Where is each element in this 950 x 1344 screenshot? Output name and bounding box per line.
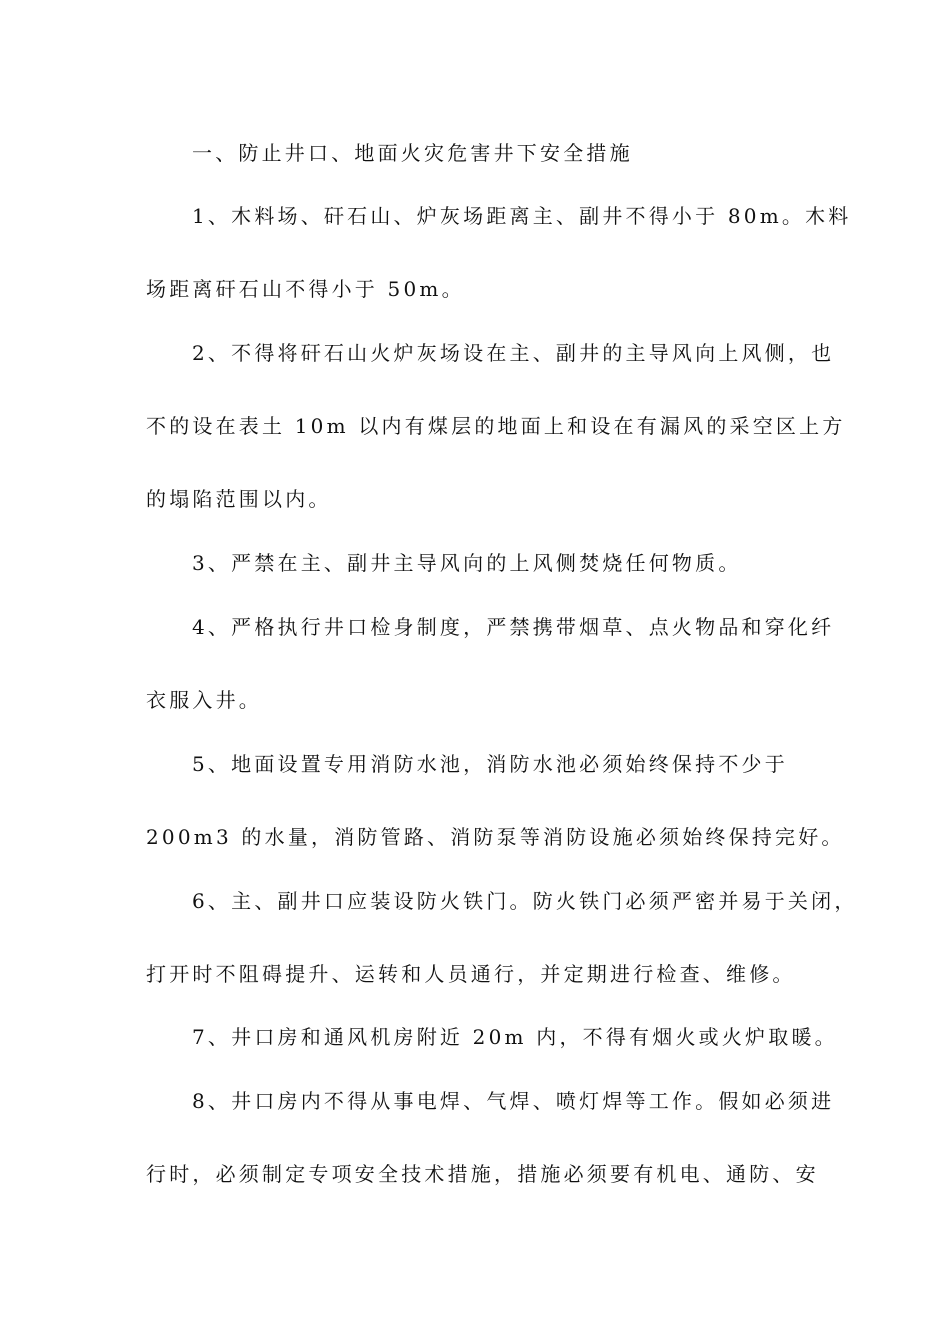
- item-4-line-2: 衣服入井。: [146, 688, 262, 712]
- section-heading: 一、防止井口、地面火灾危害井下安全措施: [192, 141, 633, 165]
- item-1-line-2: 场距离矸石山不得小于 50m。: [146, 277, 465, 301]
- item-4-line-1: 4、严格执行井口检身制度，严禁携带烟草、点火物品和穿化纤: [192, 615, 835, 639]
- item-6-line-2: 打开时不阻碍提升、运转和人员通行，并定期进行检查、维修。: [146, 962, 796, 986]
- item-8-line-1: 8、井口房内不得从事电焊、气焊、喷灯焊等工作。假如必须进: [192, 1089, 835, 1113]
- item-1-line-1: 1、木料场、矸石山、炉灰场距离主、副井不得小于 80m。木料: [192, 204, 852, 228]
- item-2-line-1: 2、不得将矸石山火炉灰场设在主、副井的主导风向上风侧，也: [192, 341, 835, 365]
- item-5-line-1: 5、地面设置专用消防水池，消防水池必须始终保持不少于: [192, 752, 788, 776]
- item-3-line-1: 3、严禁在主、副井主导风向的上风侧焚烧任何物质。: [192, 551, 742, 575]
- item-6-line-1: 6、主、副井口应装设防火铁门。防火铁门必须严密并易于关闭，: [192, 889, 858, 913]
- item-2-line-3: 的塌陷范围以内。: [146, 487, 332, 511]
- item-5-line-2: 200m3 的水量，消防管路、消防泵等消防设施必须始终保持完好。: [146, 825, 845, 849]
- item-2-line-2: 不的设在表土 10m 以内有煤层的地面上和设在有漏风的采空区上方: [146, 414, 846, 438]
- item-7-line-1: 7、井口房和通风机房附近 20m 内，不得有烟火或火炉取暖。: [192, 1025, 838, 1049]
- item-8-line-2: 行时，必须制定专项安全技术措施，措施必须要有机电、通防、安: [146, 1162, 819, 1186]
